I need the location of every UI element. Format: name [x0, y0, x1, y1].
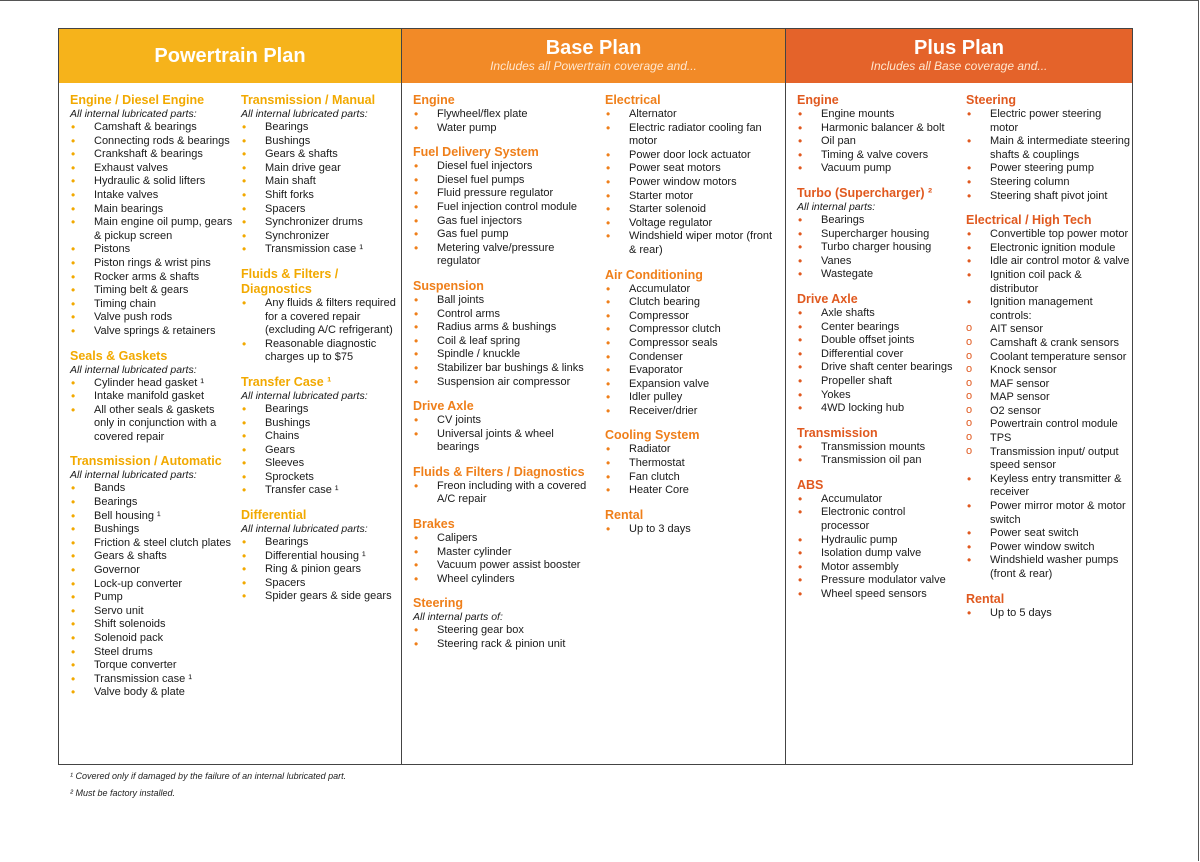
list-item: • Ball joints [413, 294, 593, 308]
list-item: • Governor [70, 564, 235, 578]
list-item: • Timing & valve covers [797, 149, 955, 163]
list-item: • Synchronizer drums [241, 216, 399, 230]
list-item: • Wheel speed sensors [797, 588, 955, 602]
list-item: • Intake valves [70, 189, 235, 203]
section-title: Transmission / Automatic [70, 454, 222, 469]
list-item: • Sprockets [241, 471, 399, 485]
list-item: • Gears & shafts [70, 550, 235, 564]
list-item: • Windshield washer pumps (front & rear) [966, 554, 1130, 581]
section-steering [413, 596, 593, 651]
list-item: • Transmission case ¹ [70, 673, 235, 687]
base-plan-header [402, 29, 785, 83]
list-item: • Propeller shaft [797, 375, 955, 389]
powertrain-col-1 [70, 93, 235, 710]
list-item: • Electric radiator cooling fan motor [605, 122, 781, 149]
list-item: • Solenoid pack [70, 632, 235, 646]
list-item: • Reasonable diagnostic charges up to $75 [241, 338, 399, 365]
list-item: • Power seat motors [605, 162, 781, 176]
base-col-1 [413, 93, 593, 662]
section-rental [966, 592, 1130, 621]
section-cooling-system [605, 428, 781, 497]
list-item: • Ring & pinion gears [241, 563, 399, 577]
section-title: Fluids & Filters / Diagnostics [413, 464, 585, 479]
list-item: • Radius arms & bushings [413, 321, 593, 335]
sub-list-item: o Powertrain control module [966, 418, 1130, 432]
list-item: • Bearings [241, 403, 399, 417]
list-item: • Exhaust valves [70, 162, 235, 176]
section-title: Turbo (Supercharger) ² [797, 185, 933, 200]
section-abs [797, 478, 955, 602]
section-note: All internal lubricated parts: [241, 523, 368, 536]
list-item: • Connecting rods & bearings [70, 135, 235, 149]
list-item: • Valve push rods [70, 311, 235, 325]
list-item: • Up to 3 days [605, 523, 781, 537]
list-item: • Turbo charger housing [797, 241, 955, 255]
item-list [70, 377, 235, 445]
list-item: • Windshield wiper motor (front & rear) [605, 230, 781, 257]
item-list [797, 493, 955, 602]
list-item: • Vacuum power assist booster [413, 559, 593, 573]
list-item: • Compressor seals [605, 337, 781, 351]
item-list [413, 480, 593, 507]
section-note: All internal parts: [797, 200, 876, 213]
item-list [241, 536, 399, 604]
item-list [966, 607, 1130, 621]
section-title: Engine [413, 93, 455, 107]
section-title: Transmission / Manual [241, 93, 376, 107]
plus-col-1 [797, 93, 955, 612]
list-item: • Sleeves [241, 457, 399, 471]
list-item: • Shift solenoids [70, 618, 235, 632]
list-item: • Chains [241, 430, 399, 444]
plan-title: Powertrain Plan [154, 45, 306, 67]
list-item: • Axle shafts [797, 307, 955, 321]
sub-list-item: o MAF sensor [966, 378, 1130, 392]
item-list [797, 441, 955, 468]
list-item: • Steering rack & pinion unit [413, 638, 593, 652]
list-item: • Up to 5 days [966, 607, 1130, 621]
section-title: Rental [966, 591, 1005, 606]
plan-title: Base Plan [545, 37, 642, 59]
sub-list-item: o Transmission input/ output speed sensor [966, 446, 1130, 473]
section-note: All internal lubricated parts: [241, 389, 368, 402]
list-item: • Fuel injection control module [413, 201, 593, 215]
section-title: Electrical [605, 93, 661, 107]
list-item: • Gas fuel injectors [413, 215, 593, 229]
footnote-2: ² Must be factory installed. [70, 788, 176, 798]
list-item: • Servo unit [70, 605, 235, 619]
list-item: • Motor assembly [797, 561, 955, 575]
list-item: • Power seat switch [966, 527, 1130, 541]
base-col-2 [605, 93, 781, 546]
sub-list-item: o O2 sensor [966, 405, 1130, 419]
item-list [966, 473, 1130, 582]
section-air-conditioning [605, 268, 781, 419]
list-item: • Coil & leaf spring [413, 335, 593, 349]
list-item: • Main bearings [70, 203, 235, 217]
list-item: • Spider gears & side gears [241, 590, 399, 604]
list-item: • Piston rings & wrist pins [70, 257, 235, 271]
sub-list-item: o MAP sensor [966, 391, 1130, 405]
list-item: • Gears [241, 444, 399, 458]
section-electrical-high-tech [966, 213, 1130, 581]
section-transmission-automatic [70, 454, 235, 700]
list-item: • Any fluids & filters required for a covered repair (excluding A/C refrigerant) [241, 297, 399, 338]
list-item: • Power steering pump [966, 162, 1130, 176]
list-item: • Spacers [241, 577, 399, 591]
coverage-table [58, 28, 1133, 765]
list-item: • Vanes [797, 255, 955, 269]
list-item: • Expansion valve [605, 378, 781, 392]
item-list [797, 307, 955, 416]
sub-list-item: o Knock sensor [966, 364, 1130, 378]
list-item: • Intake manifold gasket [70, 390, 235, 404]
section-brakes [413, 517, 593, 586]
plus-plan-header [786, 29, 1132, 83]
list-item: • Power window motors [605, 176, 781, 190]
list-item: • Thermostat [605, 457, 781, 471]
list-item: • Voltage regulator [605, 217, 781, 231]
list-item: • Receiver/drier [605, 405, 781, 419]
list-item: • Bushings [241, 135, 399, 149]
list-item: • Alternator [605, 108, 781, 122]
list-item: • Transmission case ¹ [241, 243, 399, 257]
list-item: • Friction & steel clutch plates [70, 537, 235, 551]
list-item: • Hydraulic pump [797, 534, 955, 548]
powertrain-plan-header [59, 29, 401, 83]
section-transmission-manual [241, 93, 399, 257]
section-differential [241, 508, 399, 604]
list-item: • Bearings [241, 536, 399, 550]
list-item: • Steering column [966, 176, 1130, 190]
section-note: All internal lubricated parts: [70, 363, 197, 376]
list-item: • Timing belt & gears [70, 284, 235, 298]
item-list [70, 482, 235, 700]
list-item: • Diesel fuel pumps [413, 174, 593, 188]
list-item: • Compressor [605, 310, 781, 324]
plan-subtitle: Includes all Base coverage and... [870, 59, 1048, 73]
list-item: • Water pump [413, 122, 593, 136]
section-note: All internal lubricated parts: [70, 469, 197, 482]
list-item: • Double offset joints [797, 334, 955, 348]
list-item: • Hydraulic & solid lifters [70, 175, 235, 189]
list-item: • Accumulator [605, 283, 781, 297]
list-item: • Control arms [413, 308, 593, 322]
section-title: Engine [797, 93, 839, 107]
list-item: • Accumulator [797, 493, 955, 507]
section-title: Differential [241, 508, 307, 523]
section-seals-gaskets [70, 349, 235, 445]
list-item: • Steering shaft pivot joint [966, 190, 1130, 204]
list-item: • Wastegate [797, 268, 955, 282]
list-item: • Valve body & plate [70, 686, 235, 700]
list-item: • Wheel cylinders [413, 573, 593, 587]
list-item: • Bands [70, 482, 235, 496]
list-item: • Transfer case ¹ [241, 484, 399, 498]
list-item: • Differential housing ¹ [241, 550, 399, 564]
list-item: • Main shaft [241, 175, 399, 189]
powertrain-plan-column [59, 29, 401, 764]
list-item: • Spacers [241, 203, 399, 217]
item-list [797, 214, 955, 282]
list-item: • Main & intermediate steering shafts & couplings [966, 135, 1130, 162]
list-item: • Bearings [241, 121, 399, 135]
list-item: • Differential cover [797, 348, 955, 362]
list-item: • Pressure modulator valve [797, 574, 955, 588]
plus-col-2 [966, 93, 1130, 630]
sub-item-list [966, 323, 1130, 473]
list-item: • Torque converter [70, 659, 235, 673]
list-item: • Electric power steering motor [966, 108, 1130, 135]
base-plan-column [401, 29, 785, 764]
section-title: Drive Axle [797, 291, 858, 306]
list-item: • Idle air control motor & valve [966, 255, 1130, 269]
section-drive-axle [797, 292, 955, 416]
section-rental [605, 508, 781, 537]
list-item: • Power mirror motor & motor switch [966, 500, 1130, 527]
list-item: • Power door lock actuator [605, 149, 781, 163]
plus-plan-column [785, 29, 1132, 764]
list-item: • Ignition coil pack & distributor [966, 269, 1130, 296]
powertrain-col-2 [241, 93, 399, 614]
item-list [797, 108, 955, 176]
item-list [966, 228, 1130, 323]
list-item: • Supercharger housing [797, 228, 955, 242]
section-title: Transmission [797, 425, 878, 440]
list-item: • Fan clutch [605, 471, 781, 485]
list-item: • Yokes [797, 389, 955, 403]
section-note: All internal lubricated parts: [70, 108, 197, 120]
list-item: • Oil pan [797, 135, 955, 149]
list-item: • Bearings [70, 496, 235, 510]
section-turbo-supercharger [797, 186, 955, 282]
list-item: • Compressor clutch [605, 323, 781, 337]
section-fluids-filters-diagnostics [241, 267, 399, 365]
footnote-1: ¹ Covered only if damaged by the failure of an internal lubricated part. [70, 771, 347, 781]
list-item: • Metering valve/pressure regulator [413, 242, 593, 269]
item-list [413, 108, 593, 135]
list-item: • Evaporator [605, 364, 781, 378]
list-item: • Fluid pressure regulator [413, 187, 593, 201]
section-engine [413, 93, 593, 135]
section-title: Engine / Diesel Engine [70, 93, 205, 107]
list-item: • Starter solenoid [605, 203, 781, 217]
list-item: • Engine mounts [797, 108, 955, 122]
list-item: • Ignition management controls: [966, 296, 1130, 323]
list-item: • All other seals & gaskets only in conjunction with a covered repair [70, 404, 235, 445]
section-title: Transfer Case ¹ [241, 374, 332, 389]
list-item: • Transmission mounts [797, 441, 955, 455]
section-title: Air Conditioning [605, 267, 703, 282]
sub-list-item: o TPS [966, 432, 1130, 446]
list-item: • Condenser [605, 351, 781, 365]
item-list [413, 294, 593, 389]
list-item: • Keyless entry transmitter & receiver [966, 473, 1130, 500]
section-note: All internal parts of: [413, 611, 503, 624]
plan-title: Plus Plan [913, 37, 1005, 59]
list-item: • Transmission oil pan [797, 454, 955, 468]
list-item: • Freon including with a covered A/C repair [413, 480, 593, 507]
sub-list-item: o AIT sensor [966, 323, 1130, 337]
list-item: • Valve springs & retainers [70, 325, 235, 339]
list-item: • Harmonic balancer & bolt [797, 122, 955, 136]
item-list [605, 523, 781, 537]
list-item: • Center bearings [797, 321, 955, 335]
item-list [966, 108, 1130, 203]
section-drive-axle [413, 399, 593, 455]
section-transmission [797, 426, 955, 468]
list-item: • Steering gear box [413, 624, 593, 638]
list-item: • Shift forks [241, 189, 399, 203]
item-list [241, 297, 399, 365]
list-item: • Electronic ignition module [966, 242, 1130, 256]
section-title: Cooling System [605, 428, 700, 443]
list-item: • Pistons [70, 243, 235, 257]
list-item: • Timing chain [70, 298, 235, 312]
item-list [605, 283, 781, 419]
list-item: • Gears & shafts [241, 148, 399, 162]
section-fuel-delivery-system [413, 145, 593, 269]
section-electrical [605, 93, 781, 258]
section-fluids-filters-diagnostics [413, 465, 593, 507]
list-item: • Drive shaft center bearings [797, 361, 955, 375]
list-item: • Power window switch [966, 541, 1130, 555]
list-item: • Rocker arms & shafts [70, 271, 235, 285]
section-title: Steering [413, 596, 464, 611]
list-item: • Cylinder head gasket ¹ [70, 377, 235, 391]
list-item: • Gas fuel pump [413, 228, 593, 242]
item-list [605, 108, 781, 258]
section-engine-diesel-engine [70, 93, 235, 339]
list-item: • Vacuum pump [797, 162, 955, 176]
item-list [413, 624, 593, 651]
item-list [241, 403, 399, 498]
list-item: • Suspension air compressor [413, 376, 593, 390]
sub-list-item: o Camshaft & crank sensors [966, 337, 1130, 351]
section-title: Seals & Gaskets [70, 348, 168, 363]
list-item: • Main engine oil pump, gears & pickup screen [70, 216, 235, 243]
section-title: Electrical / High Tech [966, 213, 1092, 228]
item-list [413, 414, 593, 455]
item-list [413, 160, 593, 269]
list-item: • Idler pulley [605, 391, 781, 405]
section-title: Rental [605, 507, 644, 522]
list-item: • Spindle / knuckle [413, 348, 593, 362]
section-title: Brakes [413, 517, 455, 532]
list-item: • Lock-up converter [70, 578, 235, 592]
list-item: • Radiator [605, 443, 781, 457]
list-item: • Stabilizer bar bushings & links [413, 362, 593, 376]
plan-subtitle: Includes all Powertrain coverage and... [490, 59, 697, 73]
section-suspension [413, 279, 593, 389]
list-item: • Clutch bearing [605, 296, 781, 310]
list-item: • Isolation dump valve [797, 547, 955, 561]
list-item: • Starter motor [605, 190, 781, 204]
section-engine [797, 93, 955, 176]
list-item: • Electronic control processor [797, 506, 955, 533]
section-note: All internal lubricated parts: [241, 108, 368, 120]
list-item: • Convertible top power motor [966, 228, 1130, 242]
item-list [605, 443, 781, 497]
list-item: • Synchronizer [241, 230, 399, 244]
list-item: • Bushings [70, 523, 235, 537]
item-list [413, 532, 593, 586]
list-item: • Crankshaft & bearings [70, 148, 235, 162]
item-list [70, 121, 235, 339]
section-title: Suspension [413, 278, 484, 293]
list-item: • Calipers [413, 532, 593, 546]
list-item: • Master cylinder [413, 546, 593, 560]
list-item: • Universal joints & wheel bearings [413, 428, 593, 455]
list-item: • CV joints [413, 414, 593, 428]
section-title: Drive Axle [413, 399, 474, 414]
list-item: • Bushings [241, 417, 399, 431]
list-item: • Steel drums [70, 646, 235, 660]
section-transfer-case [241, 375, 399, 498]
list-item: • Bearings [797, 214, 955, 228]
sub-list-item: o Coolant temperature sensor [966, 351, 1130, 365]
list-item: • Bell housing ¹ [70, 510, 235, 524]
item-list [241, 121, 399, 257]
section-steering [966, 93, 1130, 203]
list-item: • Heater Core [605, 484, 781, 498]
section-title: ABS [797, 477, 824, 492]
section-title: Fluids & Filters / Diagnostics [241, 266, 339, 296]
list-item: • Camshaft & bearings [70, 121, 235, 135]
section-title: Fuel Delivery System [413, 145, 539, 160]
list-item: • Pump [70, 591, 235, 605]
section-title: Steering [966, 93, 1017, 107]
list-item: • Diesel fuel injectors [413, 160, 593, 174]
list-item: • 4WD locking hub [797, 402, 955, 416]
list-item: • Flywheel/flex plate [413, 108, 593, 122]
list-item: • Main drive gear [241, 162, 399, 176]
